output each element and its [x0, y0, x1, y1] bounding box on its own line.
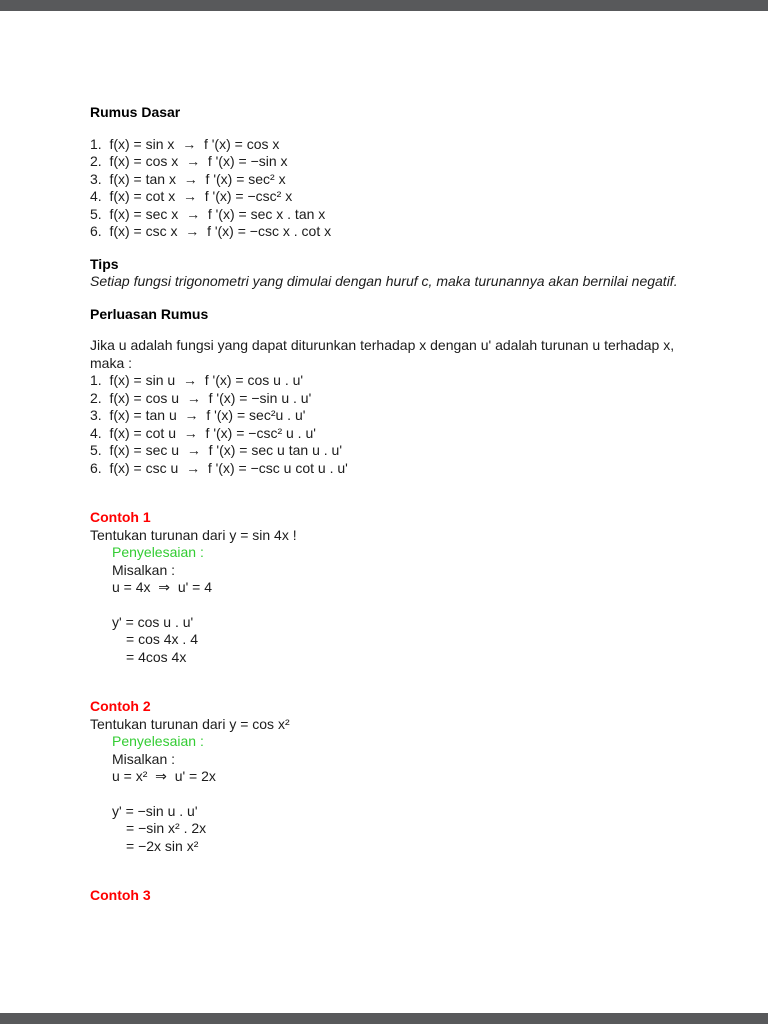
formula-item: 1. f(x) = sin x → f '(x) = cos x	[90, 135, 280, 152]
section-heading-rumus-dasar: Rumus Dasar	[90, 104, 181, 120]
formula-item: 2. f(x) = cos u → f '(x) = −sin u . u'	[90, 389, 312, 406]
misalkan-label: Misalkan :	[112, 561, 176, 578]
misalkan-label: Misalkan :	[112, 750, 176, 767]
formula-item: 3. f(x) = tan u → f '(x) = sec²u . u'	[90, 407, 306, 423]
formula-item: 3. f(x) = tan x → f '(x) = sec² x	[90, 170, 286, 187]
substitution-line: u = x² ⇒ u' = 2x	[112, 768, 216, 784]
solution-step: = −2x sin x²	[126, 837, 199, 854]
formula-item: 6. f(x) = csc u → f '(x) = −csc u cot u . u'	[90, 459, 348, 476]
formula-item: 2. f(x) = cos x → f '(x) = −sin x	[90, 153, 288, 169]
section-contoh-2	[90, 698, 680, 855]
formula-item: 5. f(x) = sec u → f '(x) = sec u tan u . u'	[90, 442, 342, 458]
contoh-3-heading: Contoh 3	[90, 887, 151, 903]
formula-item: 1. f(x) = sin u → f '(x) = cos u . u'	[90, 372, 304, 388]
solution-step: = cos 4x . 4	[126, 631, 198, 647]
section-tips	[90, 256, 680, 291]
section-rumus-dasar	[90, 104, 680, 241]
solution-step: y' = cos u . u'	[112, 613, 194, 630]
perluasan-intro: Jika u adalah fungsi yang dapat diturunkan terhadap x dengan u' adalah turunan u terhadap x, maka :	[90, 337, 679, 371]
penyelesaian-label: Penyelesaian :	[112, 544, 204, 560]
contoh-1-heading: Contoh 1	[90, 509, 151, 525]
solution-step: y' = −sin u . u'	[112, 802, 198, 819]
formula-item: 4. f(x) = cot x → f '(x) = −csc² x	[90, 188, 293, 204]
section-heading-tips: Tips	[90, 255, 119, 272]
contoh-2-heading: Contoh 2	[90, 698, 151, 714]
penyelesaian-label: Penyelesaian :	[112, 733, 204, 749]
section-contoh-1	[90, 509, 680, 666]
formula-item: 5. f(x) = sec x → f '(x) = sec x . tan x	[90, 205, 326, 222]
tips-body: Setiap fungsi trigonometri yang dimulai dengan huruf c, maka turunannya akan bernilai negatif.	[90, 273, 678, 289]
formula-item: 4. f(x) = cot u → f '(x) = −csc² u . u'	[90, 424, 316, 441]
solution-step: = 4cos 4x	[126, 648, 187, 665]
viewer-top-bar	[0, 0, 768, 11]
substitution-line: u = 4x ⇒ u' = 4	[112, 579, 213, 595]
section-perluasan-rumus	[90, 306, 680, 478]
solution-step: = −sin x² . 2x	[126, 820, 207, 836]
contoh-1-problem: Tentukan turunan dari y = sin 4x !	[90, 526, 297, 543]
section-contoh-3	[90, 887, 680, 905]
viewer-bottom-bar	[0, 1013, 768, 1024]
formula-item: 6. f(x) = csc x → f '(x) = −csc x . cot x	[90, 223, 332, 239]
contoh-2-problem: Tentukan turunan dari y = cos x²	[90, 715, 290, 732]
section-heading-perluasan: Perluasan Rumus	[90, 305, 209, 322]
